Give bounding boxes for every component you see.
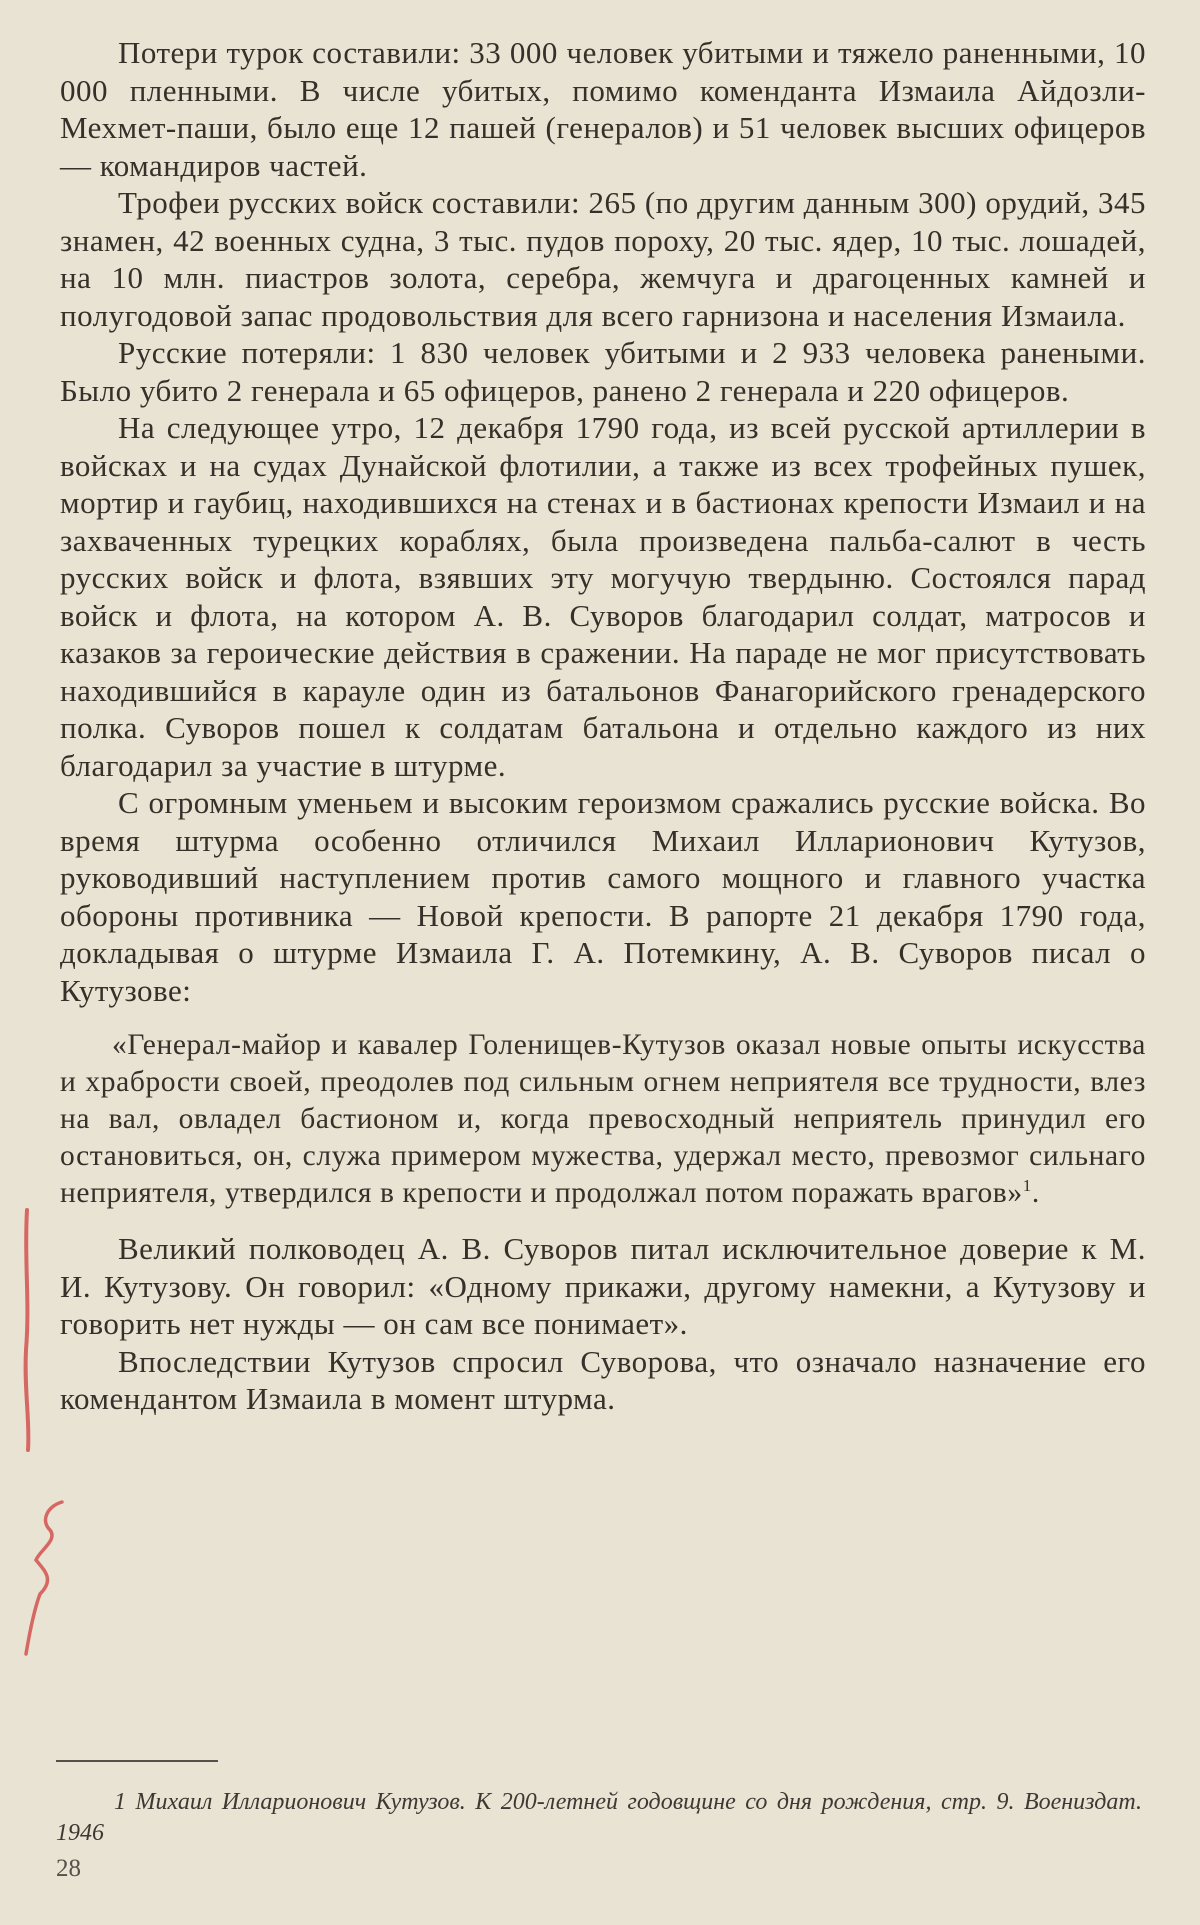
pencil-squiggle	[26, 1502, 62, 1654]
paragraph-turkish-losses: Потери турок составили: 33 000 человек убитыми и тяжело раненными, 10 000 пленными. В числе убитых, помимо коменданта Измаила Айдозли-Мехмет-паши, было еще 12 пашей (генералов) и 51 человек высших офицеров — командиров частей.	[60, 35, 1146, 183]
paragraph-suvorov-trust: Великий полководец А. В. Суворов питал исключительное доверие к М. И. Кутузову. Он говорил: «Одному прикажи, другому намекни, а Кутузову и говорить нет нужды — он сам все понимает».	[60, 1231, 1146, 1341]
paragraph-trophies: Трофеи русских войск составили: 265 (по другим данным 300) орудий, 345 знамен, 42 военных судна, 3 тыс. пудов пороху, 20 тыс. ядер, 10 тыс. лошадей, на 10 млн. пиастров золота, серебра, жемчуга и драгоценных камней и полугодовой запас продовольствия для всего гарнизона и населения Измаила.	[60, 185, 1146, 333]
quote-text: «Генерал-майор и кавалер Голенищев-Кутузов оказал новые опыты искусства и храбрости своей, преодолев под сильным огнем неприятеля все трудности, влез на вал, овладел бастионом и, когда превосходный неприятель принудил его остановиться, он, служа примером мужества, удержал место, превозмог сильнаго неприятеля, утвердился в крепости и продолжал потом поражать врагов»	[60, 1029, 1146, 1209]
pencil-bracket-quote	[26, 1210, 29, 1450]
paragraph-russian-losses: Русские потеряли: 1 830 человек убитыми и 2 933 человека ранеными. Было убито 2 генерала и 65 офицеров, ранено 2 генерала и 220 офицеров.	[60, 335, 1146, 408]
red-pencil-margin-marks	[0, 1180, 80, 1670]
footnote-reference[interactable]: 1	[1022, 1176, 1032, 1196]
main-text	[60, 34, 1146, 1418]
page-number: 28	[56, 1855, 81, 1882]
footnote-text: Михаил Илларионович Кутузов. К 200-летней годовщине со дня рождения, стр. 9. Воениздат. 1946	[56, 1789, 1142, 1846]
paragraph-commandant-question: Впоследствии Кутузов спросил Суворова, что означало назначение его комендантом Измаила в момент штурма.	[60, 1343, 1146, 1416]
footnote	[56, 1787, 1142, 1849]
paragraph-kutuzov-heroism: С огромным уменьем и высоким героизмом сражались русские войска. Во время штурма особенно отличился Михаил Илларионович Кутузов, руководивший наступлением против самого мощного и главного участка обороны противника — Новой крепости. В рапорте 21 декабря 1790 года, докладывая о штурме Измаила Г. А. Потемкину, А. В. Суворов писал о Кутузове:	[60, 785, 1146, 1008]
footnote-marker: 1	[114, 1789, 126, 1815]
suvorov-report-quote	[60, 1027, 1146, 1212]
paragraph-salute-parade: На следующее утро, 12 декабря 1790 года, из всей русской артиллерии в войсках и на судах Дунайской флотилии, а также из всех трофейных пушек, мортир и гаубиц, находившихся на стенах и в бастионах крепости Измаил и на захваченных турецких кораблях, была произведена пальба-салют в честь русских войск и флота, взявших эту могучую твердыню. Состоялся парад войск и флота, на котором А. В. Суворов благодарил солдат, матросов и казаков за героические действия в сражении. На параде не мог присутствовать находившийся в карауле один из батальонов Фанагорийского гренадерского полка. Суворов пошел к солдатам батальона и отдельно каждого из них благодарил за участие в штурме.	[60, 410, 1146, 783]
quote-end: .	[1031, 1177, 1040, 1209]
footnote-divider	[56, 1760, 218, 1762]
